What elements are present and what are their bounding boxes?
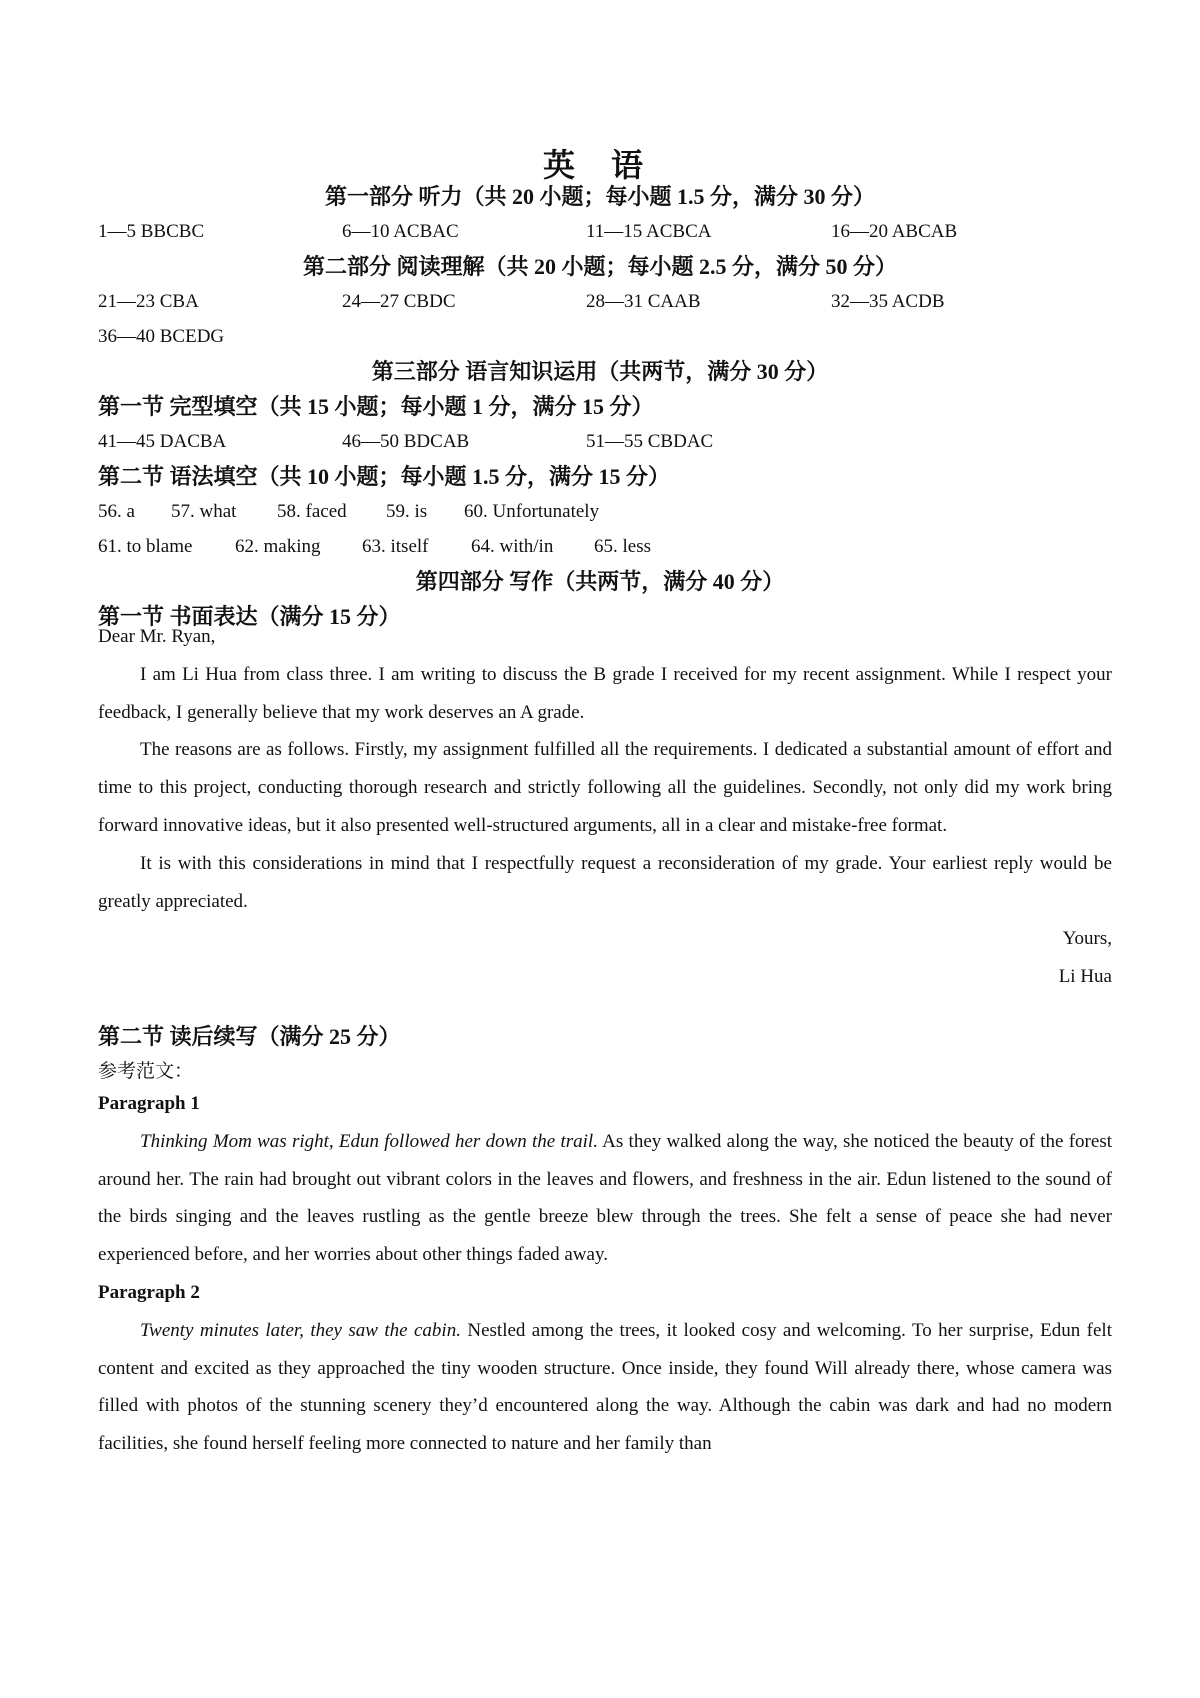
part1-heading: 第一部分 听力（共 20 小题；每小题 1.5 分，满分 30 分） (324, 184, 875, 209)
paragraph-1-text (98, 1123, 1112, 1274)
answer-group: 1—5 BBCBC (98, 221, 205, 242)
part1-answers (98, 217, 1118, 247)
grammar-answers-row1 (98, 497, 1118, 527)
answer-group: 32—35 ACDB (831, 291, 945, 312)
part4-section1-heading: 第一节 书面表达（满分 15 分） (98, 604, 401, 629)
part3-heading: 第三部分 语言知识运用（共两节，满分 30 分） (371, 359, 829, 384)
letter-closing: Yours, (1062, 928, 1112, 950)
grammar-answer: 65. less (594, 536, 651, 557)
paragraph-1-body: As they walked along the way, she noticed the beauty of the forest around her. The rain had brought out vibrant colors in the leaves and flowers, and freshness in the air. Edun listened to the sound of the birds singing and the leaves rustling as the gentle breeze blew through the trees. She felt a sense of peace she had never experienced before, and her worries about other things faded away. (98, 1130, 1112, 1266)
letter-paragraph: The reasons are as follows. Firstly, my assignment fulfilled all the requirements. I dedicated a substantial amount of effort and time to this project, conducting thorough research and strictly following all the guidelines. Secondly, not only did my work bring forward innovative ideas, but it also presented well-structured arguments, all in a clear and mistake-free format. (98, 739, 1112, 836)
answer-group: 24—27 CBDC (342, 291, 456, 312)
answer-group: 21—23 CBA (98, 291, 199, 312)
letter-paragraph: I am Li Hua from class three. I am writing to discuss the B grade I received for my recent assignment. While I respect your feedback, I generally believe that my work deserves an A grade. (98, 663, 1112, 723)
grammar-answer: 59. is (386, 501, 428, 522)
grammar-answer: 58. faced (277, 501, 347, 522)
part2-answers-row1 (98, 287, 1118, 317)
answer-group: 36—40 BCEDG (98, 326, 225, 347)
part2-answers-row2 (98, 322, 1118, 352)
paragraph-1-lead: Thinking Mom was right, Edun followed her down the trail. (140, 1130, 598, 1152)
sample-letter (98, 618, 1112, 996)
part3-section1-answers (98, 427, 1118, 457)
answer-group: 51—55 CBDAC (586, 431, 714, 452)
continuation-essay (98, 1085, 1112, 1463)
paragraph-2-body: Nestled among the trees, it looked cosy and welcoming. To her surprise, Edun felt content and excited as they approached the tiny wooden structure. Once inside, they found Will already there, whose camera was filled with photos of the stunning scenery they’d encountered along the way. Although the cabin was dark and had no modern facilities, she found herself feeling more connected to nature and her family than (98, 1319, 1112, 1455)
grammar-answers-row2 (98, 532, 1118, 562)
page-title: 英 语 (542, 147, 657, 183)
answer-group: 6—10 ACBAC (342, 221, 459, 242)
grammar-answer: 57. what (171, 501, 237, 522)
part3-section1-heading: 第一节 完型填空（共 15 小题；每小题 1 分，满分 15 分） (98, 394, 654, 419)
part3-section2-heading: 第二节 语法填空（共 10 小题；每小题 1.5 分，满分 15 分） (98, 464, 671, 489)
paragraph-2-lead: Twenty minutes later, they saw the cabin. (140, 1319, 461, 1341)
grammar-answer: 56. a (98, 501, 135, 522)
answer-group: 11—15 ACBCA (586, 221, 712, 242)
answer-group: 28—31 CAAB (586, 291, 701, 312)
answer-group: 16—20 ABCAB (831, 221, 958, 242)
part4-section2-heading: 第二节 读后续写（满分 25 分） (98, 1024, 401, 1049)
grammar-answer: 61. to blame (98, 536, 193, 557)
part2-heading: 第二部分 阅读理解（共 20 小题；每小题 2.5 分，满分 50 分） (302, 254, 897, 279)
reference-essay-label: 参考范文： (98, 1061, 194, 1082)
letter-paragraph: It is with this considerations in mind that I respectfully request a reconsideration of my grade. Your earliest reply would be greatly appreciated. (98, 852, 1112, 912)
answer-group: 46—50 BDCAB (342, 431, 470, 452)
letter-salutation: Dear Mr. Ryan, (98, 626, 216, 647)
paragraph-2-text (98, 1312, 1112, 1463)
grammar-answer: 63. itself (362, 536, 429, 557)
grammar-answer: 62. making (235, 536, 321, 557)
part4-heading: 第四部分 写作（共两节，满分 40 分） (415, 569, 785, 594)
letter-signature: Li Hua (1058, 966, 1112, 988)
answer-group: 41—45 DACBA (98, 431, 227, 452)
grammar-answer: 60. Unfortunately (464, 501, 600, 522)
grammar-answer: 64. with/in (471, 536, 554, 557)
paragraph-1-label: Paragraph 1 (98, 1093, 200, 1114)
paragraph-2-label: Paragraph 2 (98, 1281, 200, 1303)
